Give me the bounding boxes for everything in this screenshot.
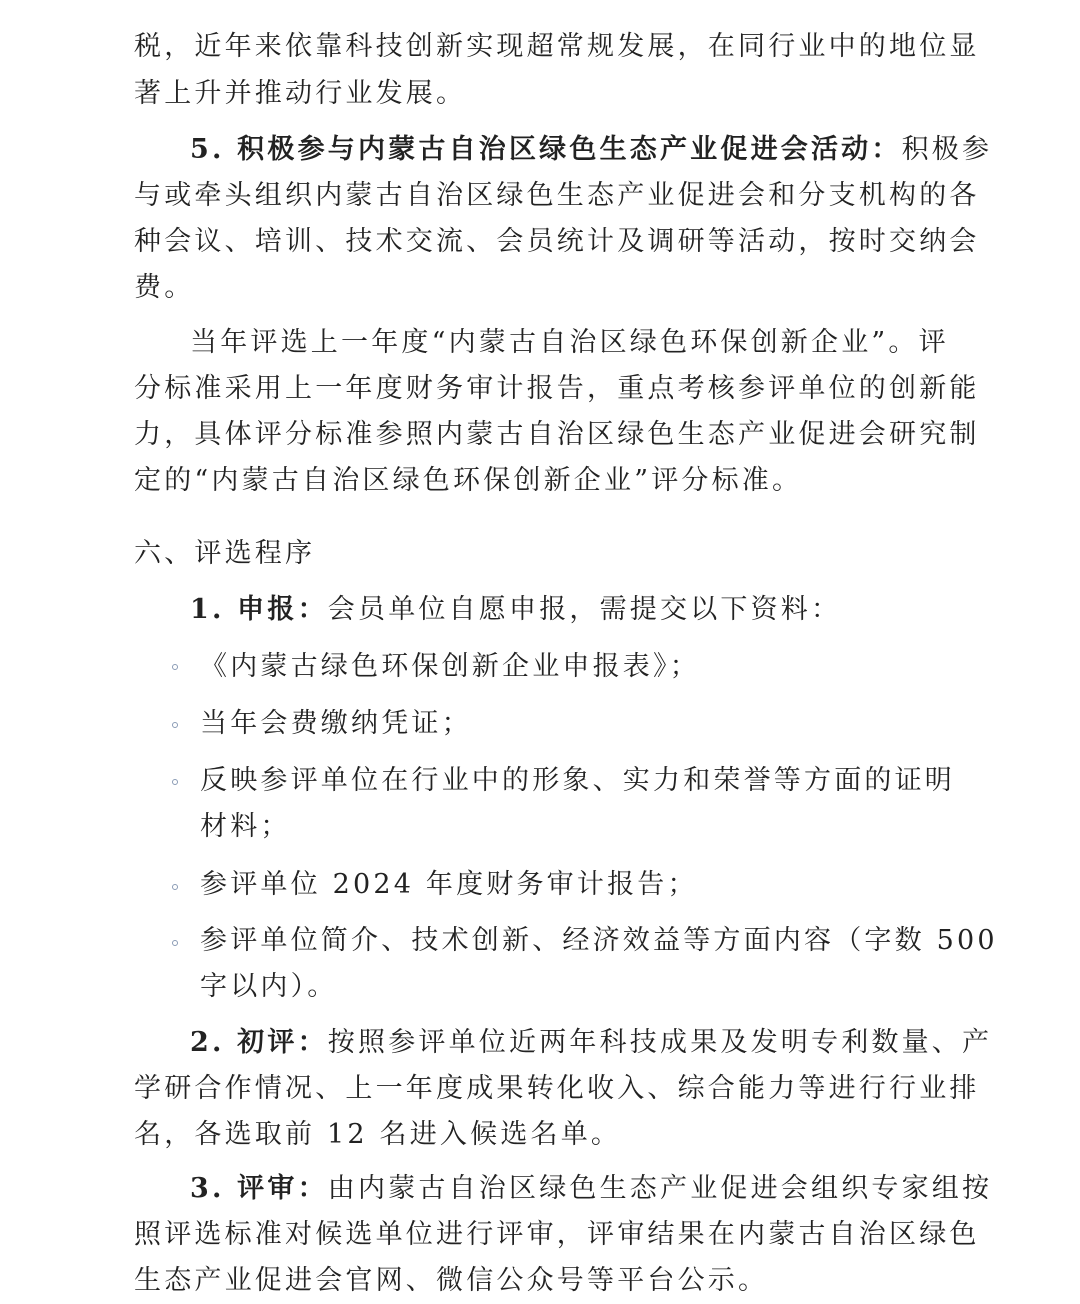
step3-title: 3. 评审：	[190, 1173, 328, 1204]
step2-title: 2. 初评：	[190, 1027, 328, 1058]
bullet-circle-icon	[172, 664, 178, 670]
paragraph-line: 生态产业促进会官网、微信公众号等平台公示。	[134, 1265, 769, 1296]
step2-line	[190, 1020, 992, 1066]
paragraph-line: 与或牵头组织内蒙古自治区绿色生态产业促进会和分支机构的各	[134, 180, 980, 211]
item5-first-line	[190, 127, 992, 173]
bullet-circle-icon	[172, 779, 178, 785]
paragraph-line: 定的“内蒙古自治区绿色环保创新企业”评分标准。	[134, 465, 803, 496]
paragraph-line: 力，具体评分标准参照内蒙古自治区绿色生态产业促进会研究制	[134, 419, 980, 450]
paragraph-line: 税，近年来依靠科技创新实现超常规发展，在同行业中的地位显	[134, 31, 980, 62]
paragraph-line: 分标准采用上一年度财务审计报告，重点考核参评单位的创新能	[134, 373, 980, 404]
step1-title: 1. 申报：	[190, 594, 328, 625]
section-heading: 六、评选程序	[134, 538, 316, 569]
paragraph-line: 学研合作情况、上一年度成果转化收入、综合能力等进行行业排	[134, 1073, 980, 1104]
paragraph-line: 当年评选上一年度“内蒙古自治区绿色环保创新企业”。评	[190, 327, 949, 358]
bullet-item: 参评单位 2024 年度财务审计报告；	[200, 869, 698, 900]
paragraph-line: 种会议、培训、技术交流、会员统计及调研等活动，按时交纳会	[134, 226, 980, 257]
bullet-circle-icon	[172, 722, 178, 728]
bullet-circle-icon	[172, 940, 178, 946]
bullet-item: 当年会费缴纳凭证；	[200, 708, 472, 739]
paragraph-line: 照评选标准对候选单位进行评审，评审结果在内蒙古自治区绿色	[134, 1219, 980, 1250]
bullet-circle-icon	[172, 884, 178, 890]
item5-title: 5. 积极参与内蒙古自治区绿色生态产业促进会活动：	[190, 134, 902, 165]
paragraph-line: 著上升并推动行业发展。	[134, 78, 467, 109]
step1-line	[190, 587, 841, 633]
item5-text: 积极参	[901, 134, 993, 165]
bullet-item-continuation: 材料；	[200, 811, 291, 842]
paragraph-line: 名，各选取前 12 名进入候选名单。	[134, 1119, 622, 1150]
paragraph-line: 费。	[134, 272, 195, 303]
step3-text: 由内蒙古自治区绿色生态产业促进会组织专家组按	[327, 1173, 993, 1204]
step1-text: 会员单位自愿申报，需提交以下资料：	[327, 594, 842, 625]
bullet-item-continuation: 字以内）。	[200, 971, 338, 1002]
bullet-item: 《内蒙古绿色环保创新企业申报表》；	[200, 651, 700, 682]
step3-line	[190, 1166, 992, 1212]
bullet-item: 参评单位简介、技术创新、经济效益等方面内容（字数 500	[200, 925, 998, 956]
step2-text: 按照参评单位近两年科技成果及发明专利数量、产	[327, 1027, 993, 1058]
bullet-item: 反映参评单位在行业中的形象、实力和荣誉等方面的证明	[200, 765, 955, 796]
